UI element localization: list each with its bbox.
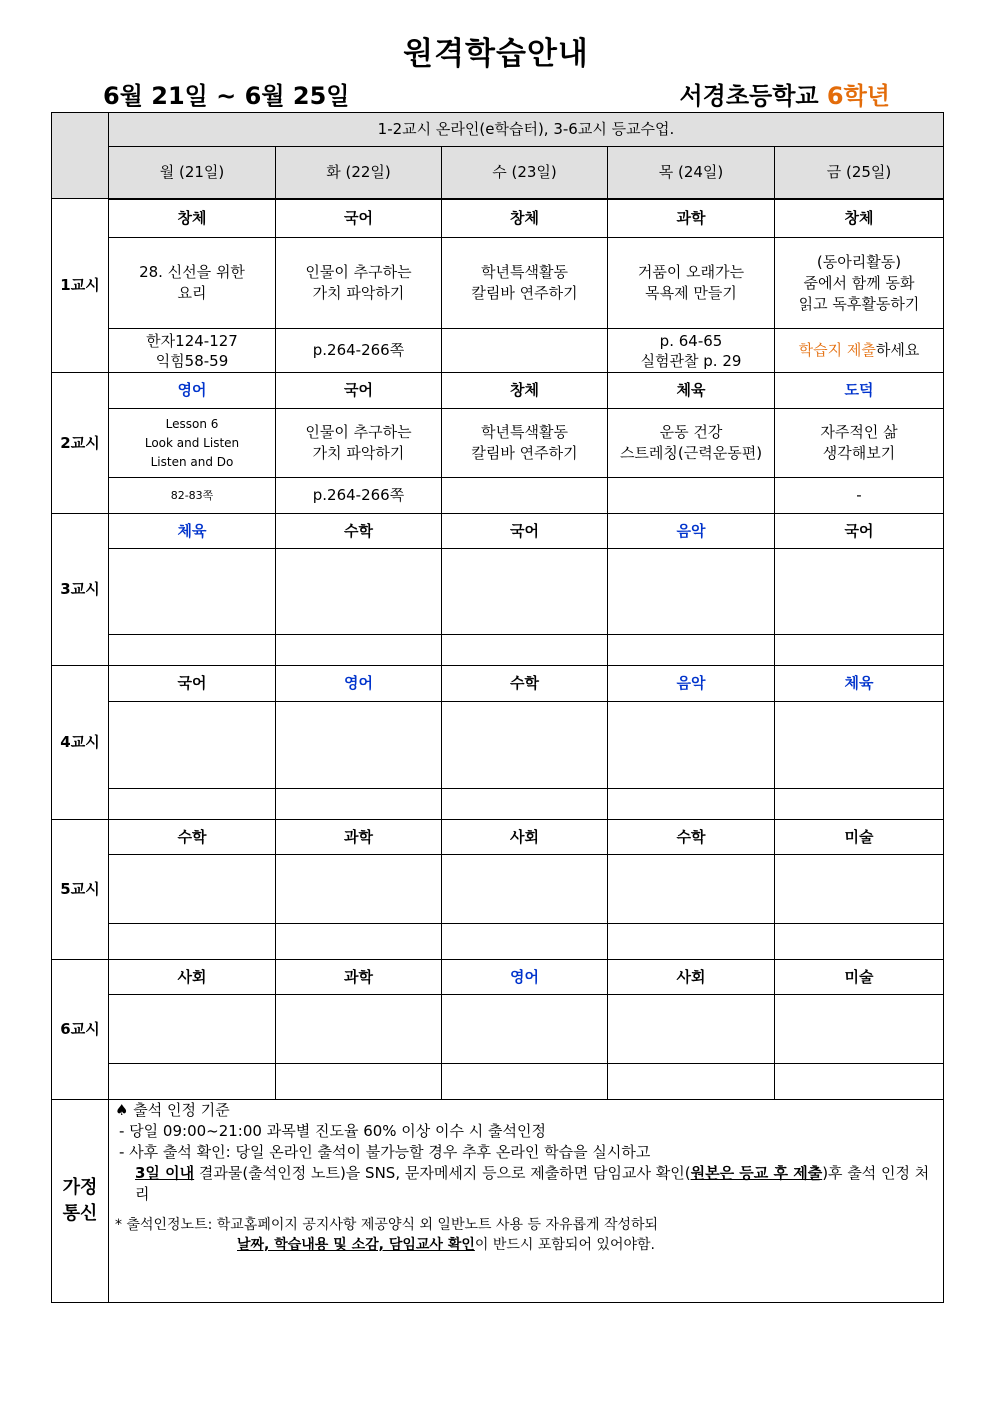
material-cell (608, 1064, 775, 1100)
subject-cell: 수학 (109, 820, 276, 855)
material-cell (775, 1064, 944, 1100)
topic-cell (109, 549, 276, 635)
period-label: 1교시 (52, 199, 109, 373)
schedule-table (51, 112, 944, 1303)
subject-cell: 수학 (276, 514, 442, 549)
subject-cell: 사회 (109, 960, 276, 995)
topic-cell: 학년특색활동 칼림바 연주하기 (442, 238, 608, 329)
notice-label: 가정 통신 (52, 1100, 109, 1303)
day-header: 목 (24일) (608, 147, 775, 199)
topic-cell: (동아리활동) 줌에서 함께 동화 읽고 독후활동하기 (775, 238, 944, 329)
day-header: 화 (22일) (276, 147, 442, 199)
period-label: 4교시 (52, 666, 109, 820)
topic-cell: 학년특색활동 칼림바 연주하기 (442, 409, 608, 478)
topic-cell (109, 702, 276, 789)
subject-cell: 국어 (109, 666, 276, 702)
topic-cell (442, 702, 608, 789)
topic-cell (442, 855, 608, 924)
day-header: 월 (21일) (109, 147, 276, 199)
corner-cell (52, 113, 109, 199)
subject-cell: 체육 (775, 666, 944, 702)
note-underline: 날짜, 학습내용 및 소감, 담임교사 확인 (237, 1237, 475, 1253)
topic-cell (775, 995, 944, 1064)
subject-cell: 과학 (608, 199, 775, 238)
subject-cell: 영어 (276, 666, 442, 702)
subject-cell: 사회 (608, 960, 775, 995)
notice-underline: 3일 이내 (135, 1164, 195, 1182)
subject-cell: 국어 (276, 373, 442, 409)
topic-cell: 28. 신선을 위한 요리 (109, 238, 276, 329)
subject-cell: 음악 (608, 666, 775, 702)
notice-line (115, 1163, 943, 1205)
topic-cell (608, 702, 775, 789)
period-label: 5교시 (52, 820, 109, 960)
school-name (679, 76, 890, 111)
school-label: 서경초등학교 (679, 82, 819, 110)
topic-cell: 운동 건강 스트레칭(근력운동편) (608, 409, 775, 478)
subject-cell: 체육 (608, 373, 775, 409)
material-cell (775, 789, 944, 820)
topic-cell (109, 995, 276, 1064)
notice-note (115, 1215, 943, 1255)
period-label: 2교시 (52, 373, 109, 514)
subject-cell: 국어 (775, 514, 944, 549)
topic-cell: Lesson 6 Look and Listen Listen and Do (109, 409, 276, 478)
material-cell (608, 635, 775, 666)
material-cell: - (775, 478, 944, 514)
material-cell (442, 924, 608, 960)
topic-cell (442, 995, 608, 1064)
period-label: 3교시 (52, 514, 109, 666)
material-cell (442, 789, 608, 820)
material-cell (276, 635, 442, 666)
subject-cell: 사회 (442, 820, 608, 855)
material-cell (109, 924, 276, 960)
subject-cell: 수학 (608, 820, 775, 855)
material-cell (775, 329, 944, 373)
material-cell: p.264-266쪽 (276, 329, 442, 373)
topic-cell (775, 549, 944, 635)
subject-cell: 과학 (276, 820, 442, 855)
topic-cell (276, 855, 442, 924)
subject-cell: 과학 (276, 960, 442, 995)
topic-cell (276, 702, 442, 789)
subject-cell: 수학 (442, 666, 608, 702)
topic-cell: 자주적인 삶 생각해보기 (775, 409, 944, 478)
subject-cell: 미술 (775, 960, 944, 995)
material-cell (276, 924, 442, 960)
topic-cell (608, 855, 775, 924)
subject-cell: 국어 (442, 514, 608, 549)
material-cell (608, 478, 775, 514)
material-cell (442, 329, 608, 373)
summary-cell: 1-2교시 온라인(e학습터), 3-6교시 등교수업. (109, 113, 944, 147)
material-cell (442, 635, 608, 666)
day-header: 수 (23일) (442, 147, 608, 199)
topic-cell: 인물이 추구하는 가치 파악하기 (276, 238, 442, 329)
subject-cell: 창체 (109, 199, 276, 238)
topic-cell (276, 549, 442, 635)
period-label: 6교시 (52, 960, 109, 1100)
subject-cell: 도덕 (775, 373, 944, 409)
material-cell (109, 789, 276, 820)
material-rest: 하세요 (875, 341, 920, 359)
day-header: 금 (25일) (775, 147, 944, 199)
material-cell: 한자124-127 익힘58-59 (109, 329, 276, 373)
subject-cell: 미술 (775, 820, 944, 855)
subject-cell: 국어 (276, 199, 442, 238)
topic-cell (442, 549, 608, 635)
topic-cell (109, 855, 276, 924)
notice-underline: 원본은 등교 후 제출 (690, 1164, 823, 1182)
topic-cell (608, 549, 775, 635)
subject-cell: 체육 (109, 514, 276, 549)
material-cell (276, 789, 442, 820)
topic-cell (608, 995, 775, 1064)
material-cell (775, 924, 944, 960)
notice-text: )후 출석 인정 처리 (135, 1164, 930, 1203)
material-cell (276, 1064, 442, 1100)
topic-cell (775, 855, 944, 924)
note-line (115, 1235, 943, 1255)
material-cell (109, 635, 276, 666)
grade-label: 6학년 (826, 82, 890, 110)
subject-cell: 영어 (442, 960, 608, 995)
notice-line: - 당일 09:00~21:00 과목별 진도율 60% 이상 이수 시 출석인정 (119, 1122, 547, 1140)
subject-cell: 창체 (442, 373, 608, 409)
subject-cell: 음악 (608, 514, 775, 549)
notice-heading: ♠ 출석 인정 기준 (115, 1101, 230, 1119)
subject-cell: 창체 (775, 199, 944, 238)
material-cell: p.264-266쪽 (276, 478, 442, 514)
note-line: * 출석인정노트: 학교홈페이지 공지사항 제공양식 외 일반노트 사용 등 자유롭게 작성하되 (115, 1217, 659, 1233)
note-text: 이 반드시 포함되어 있어야함. (474, 1237, 655, 1253)
material-cell: 82-83쪽 (109, 478, 276, 514)
notice-text: 결과물(출석인정 노트)을 SNS, 문자메세지 등으로 제출하면 담임교사 확인( (194, 1164, 691, 1182)
date-range: 6월 21일 ~ 6월 25일 (103, 82, 350, 110)
material-highlight: 학습지 제출 (798, 341, 876, 359)
material-cell (608, 789, 775, 820)
material-cell: p. 64-65 실험관찰 p. 29 (608, 329, 775, 373)
topic-cell: 거품이 오래가는 목욕제 만들기 (608, 238, 775, 329)
material-cell (775, 635, 944, 666)
notice-line: - 사후 출석 확인: 당일 온라인 출석이 불가능할 경우 추후 온라인 학습을 실시하고 (119, 1143, 651, 1161)
topic-cell: 인물이 추구하는 가치 파악하기 (276, 409, 442, 478)
topic-cell (775, 702, 944, 789)
notice-content (109, 1100, 944, 1303)
material-cell (442, 478, 608, 514)
material-cell (442, 1064, 608, 1100)
material-cell (109, 1064, 276, 1100)
subject-cell: 영어 (109, 373, 276, 409)
subject-cell: 창체 (442, 199, 608, 238)
page-title: 원격학습안내 (403, 36, 589, 72)
topic-cell (276, 995, 442, 1064)
material-cell (608, 924, 775, 960)
